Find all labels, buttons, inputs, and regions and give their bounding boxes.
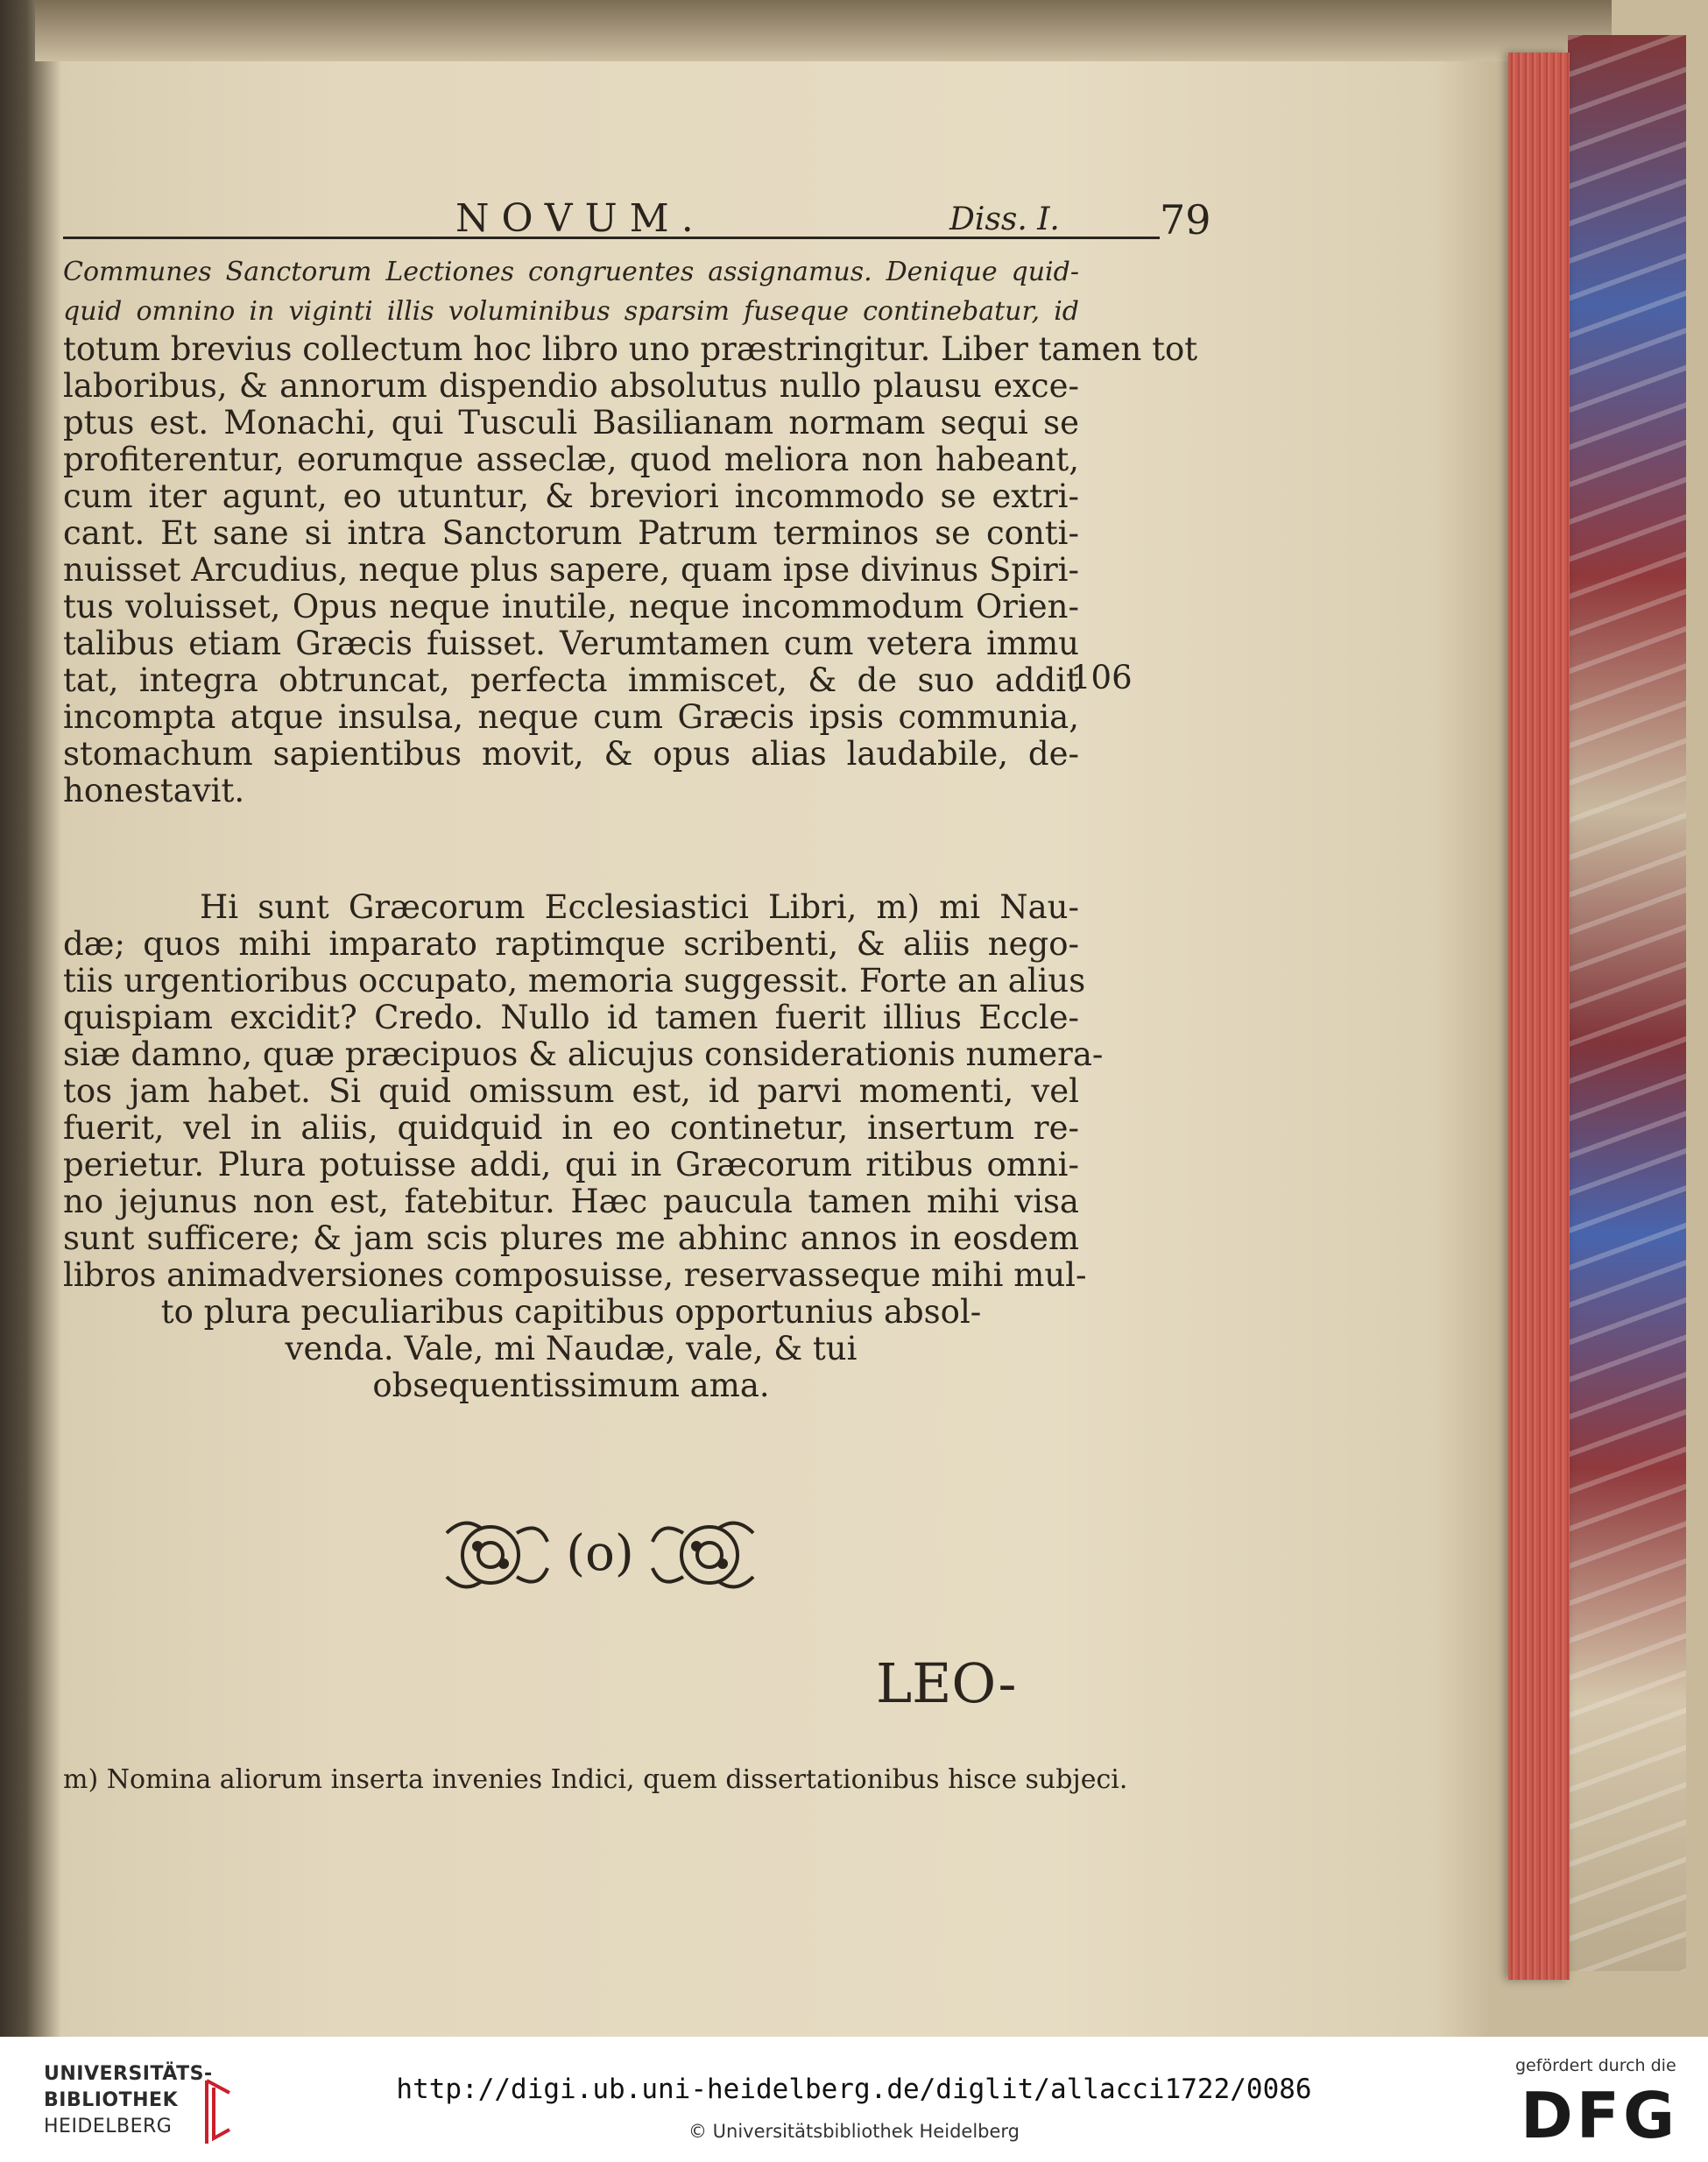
text-line: perietur. Plura potuisse addi, qui in Græcorum ritibus omni- [63,1146,1079,1183]
text-line: tat, integra obtruncat, perfecta immiscet, & de suo addit [63,661,1079,699]
text-line: cant. Et sane si intra Sanctorum Patrum terminos se conti- [63,514,1079,552]
text-line: profiterentur, eorumque asseclæ, quod meliora non habeant, [63,441,1079,478]
text-line: talibus etiam Græcis fuisset. Verumtamen cum vetera immu [63,625,1079,662]
text-line: siæ damno, quæ præcipuos & alicujus considerationis numera- [63,1035,1104,1073]
text-line: libros animadversiones composuisse, reservasseque mihi mul- [63,1256,1087,1294]
closing-line: to plura peculiaribus capitibus opportunius absol- [160,1293,982,1331]
book-top-edge [35,0,1612,61]
viewer-footer [0,2037,1708,2162]
dfg-logo[interactable]: DFG [1521,2079,1679,2152]
permalink[interactable]: http://digi.ub.uni-heidelberg.de/diglit/allacci1722/0086 [396,2074,1312,2105]
library-name-line-2: BIBLIOTHEK [44,2089,179,2111]
closing-line: venda. Vale, mi Naudæ, vale, & tui [285,1330,858,1367]
text-line: totum brevius collectum hoc libro uno præstringitur. Liber tamen tot [63,330,1198,368]
page-number: 79 [1160,196,1211,244]
text-line: cum iter agunt, eo utuntur, & breviori incommodo se extri- [63,477,1079,515]
fleuron-left-icon [447,1523,547,1587]
text-line: tos jam habet. Si quid omissum est, id parvi momenti, vel [63,1072,1079,1110]
library-name-line-1: UNIVERSITÄTS- [44,2063,213,2085]
text-line: tiis urgentioribus occupato, memoria suggessit. Forte an alius [63,962,1086,1000]
text-line: stomachum sapientibus movit, & opus alias laudabile, de- [63,735,1079,773]
text-line: laboribus, & annorum dispendio absolutus nullo plausu exce- [63,367,1079,405]
red-page-edge [1508,53,1570,1980]
running-section: Diss. I. [949,201,1060,237]
library-name-line-3: HEIDELBERG [44,2116,173,2137]
text-line: quid omnino in viginti illis voluminibus sparsim fuseque continebatur, id [63,296,1079,327]
fleuron-right-icon [653,1523,753,1587]
copyright-notice: © Universitätsbibliothek Heidelberg [688,2121,1020,2142]
paragraph-2 [63,888,1104,1404]
catchword: LEO- [876,1651,1017,1715]
text-line: incompta atque insulsa, neque cum Græcis ipsis communia, [63,698,1079,736]
closing-line: obsequentissimum ama. [372,1367,770,1404]
funding-caption: gefördert durch die [1515,2056,1676,2075]
text-line: quispiam excidit? Credo. Nullo id tamen fuerit illius Eccle- [63,999,1079,1036]
marbled-endpaper [1568,35,1686,1971]
text-line: dæ; quos mihi imparato raptimque scribenti, & aliis nego- [63,925,1079,963]
running-title: NOVUM. [455,196,706,241]
text-line: honestavit. [63,772,245,809]
footnote: m) Nomina aliorum inserta invenies Indici, quem dissertationibus hisce subjeci. [63,1764,1128,1795]
text-line: ptus est. Monachi, qui Tusculi Basilianam normam sequi se [63,404,1079,442]
margin-number: 106 [1070,659,1133,696]
running-head [63,193,1211,244]
text-line: Communes Sanctorum Lectiones congruentes assignamus. Denique quid- [63,257,1079,287]
text-line: Hi sunt Græcorum Ecclesiastici Libri, m) mi Nau- [200,888,1079,926]
text-line: nuisset Arcudius, neque plus sapere, quam ipse divinus Spiri- [63,551,1079,589]
text-line: sunt sufficere; & jam scis plures me abhinc annos in eosdem [63,1219,1079,1257]
ornament-center: (o) [566,1525,634,1582]
printer-ornament [429,1507,771,1603]
text-line: no jejunus non est, fatebitur. Hæc paucula tamen mihi visa [63,1183,1079,1220]
text-line: fuerit, vel in aliis, quidquid in eo continetur, insertum re- [63,1109,1079,1147]
text-line: tus voluisset, Opus neque inutile, neque incommodum Orien- [63,588,1079,625]
